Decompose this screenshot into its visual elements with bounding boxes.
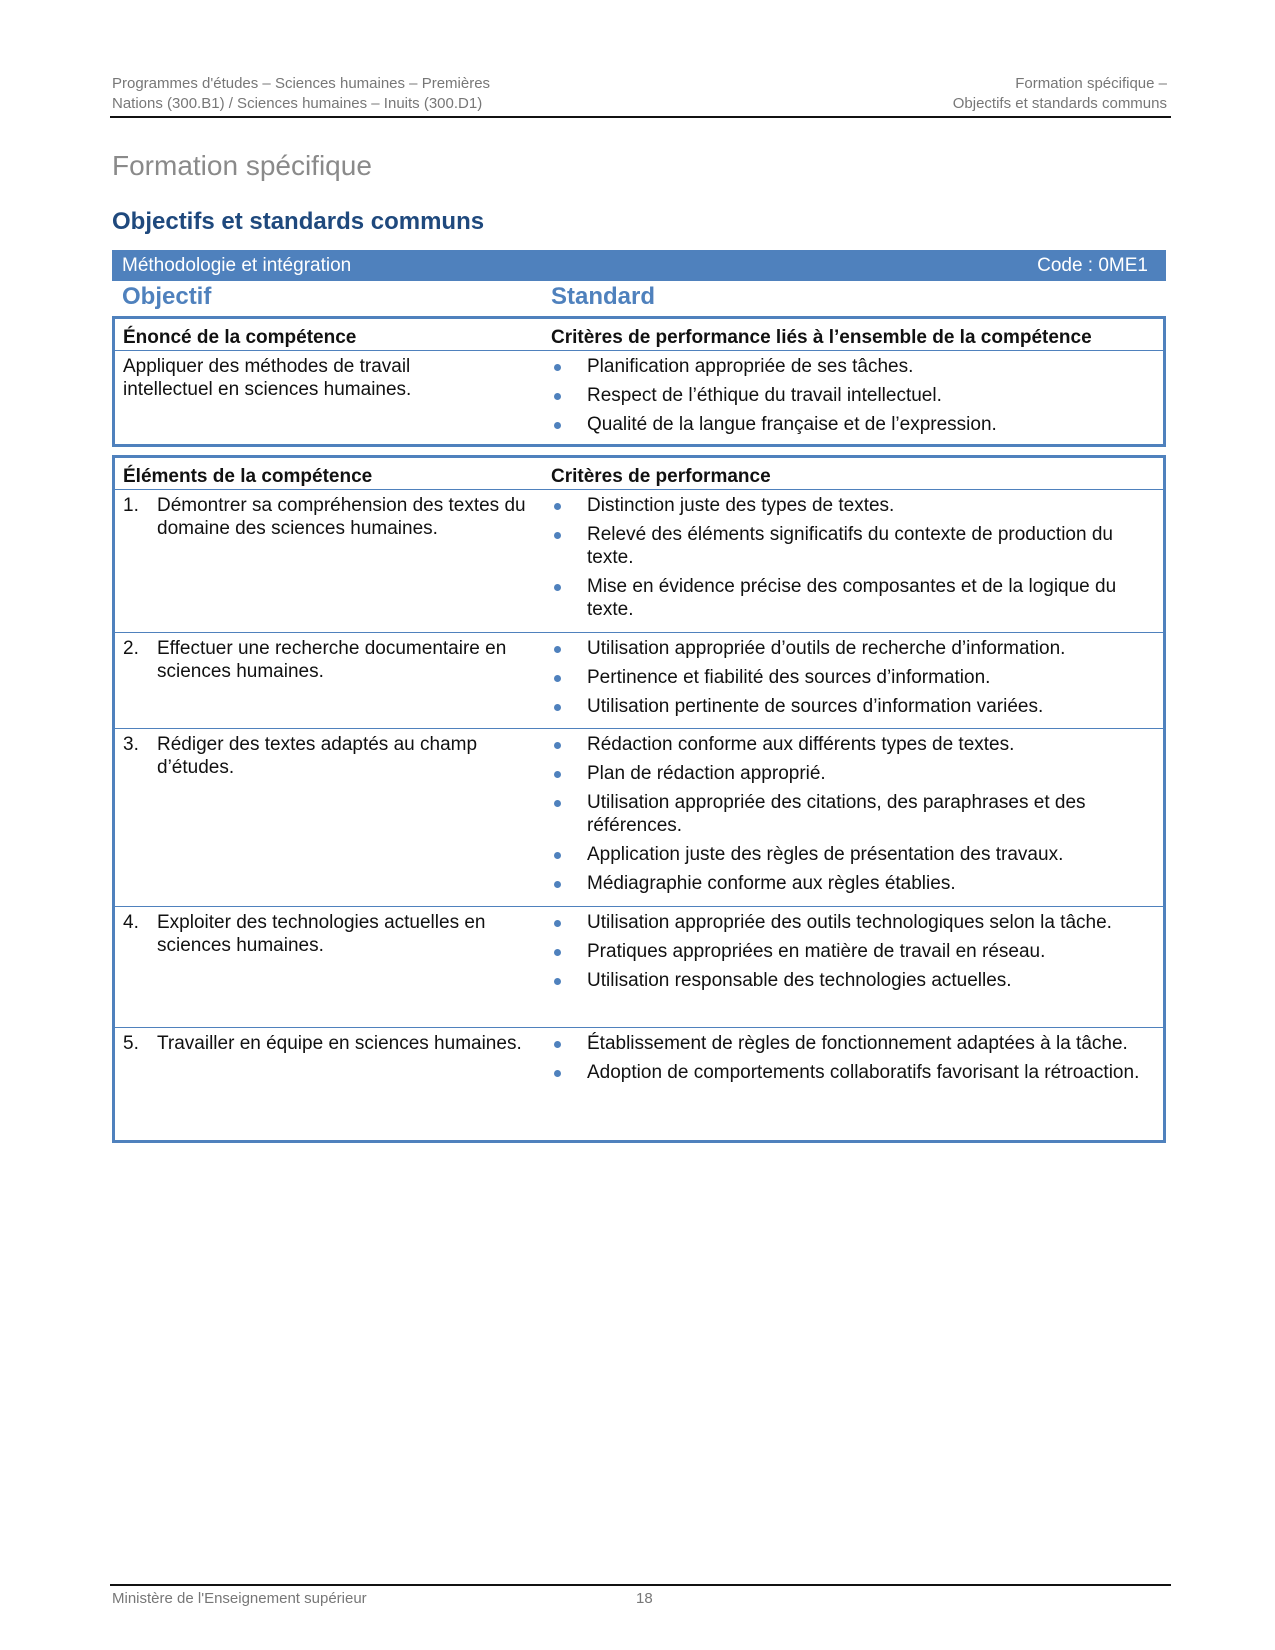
criterion-item [551,695,1155,718]
criterion-text: Application juste des règles de présentation des travaux. [587,844,1064,865]
header-rule [110,116,1171,118]
footer-text: Ministère de l'Enseignement supérieur [112,1590,367,1607]
bullet-icon [551,969,587,992]
criterion-text: Rédaction conforme aux différents types de textes. [587,734,1015,755]
criterion-text: Utilisation responsable des technologies actuelles. [587,970,1012,991]
criterion-text: Adoption de comportements collaboratifs favorisant la rétroaction. [587,1062,1140,1083]
bullet-icon [551,911,587,934]
bullet-icon [551,791,587,837]
enonce-text: Appliquer des méthodes de travail intellectuel en sciences humaines. [123,356,412,400]
page-title: Formation spécifique [112,150,372,181]
bullet-icon [551,575,587,621]
element-item [123,1032,535,1055]
criterion-item [551,637,1155,660]
running-header-right [953,74,1167,114]
bullet-icon [551,1032,587,1055]
criterion-text: Distinction juste des types de textes. [587,495,895,516]
table-row [115,489,1163,632]
table-row [115,1027,1163,1139]
criterion-text: Respect de l’éthique du travail intellectuel. [587,385,942,406]
criteria-list [551,911,1155,992]
criterion-item [551,911,1155,934]
criterion-item [551,940,1155,963]
element-item [123,733,535,779]
header-line: Nations (300.B1) / Sciences humaines – Inuits (300.D1) [112,95,483,112]
bullet-icon [551,523,587,569]
criterion-text: Pratiques appropriées en matière de travail en réseau. [587,941,1046,962]
table-row [115,632,1163,728]
header-cell: Critères de performance liés à l’ensemble de la compétence [551,327,1092,348]
criterion-item [551,843,1155,866]
element-number: 1. [123,495,139,516]
criterion-item [551,575,1155,621]
criteria-list [551,355,1155,436]
element-text: Rédiger des textes adaptés au champ d’études. [157,734,478,778]
criterion-item [551,413,1155,436]
criterion-item [551,666,1155,689]
footer-rule [110,1584,1171,1586]
element-text: Travailler en équipe en sciences humaines. [157,1033,522,1054]
bullet-icon [551,940,587,963]
bullet-icon [551,695,587,718]
standard-label: Standard [551,283,656,310]
header-cell: Éléments de la compétence [123,466,373,487]
table-header [115,458,1163,489]
course-name: Méthodologie et intégration [122,254,352,276]
element-item [123,911,535,957]
running-header-left [112,74,490,114]
elements-table [112,455,1166,1143]
page-number: 18 [636,1590,653,1607]
header-cell: Énoncé de la compétence [123,327,357,348]
element-number: 3. [123,734,139,755]
criterion-text: Pertinence et fiabilité des sources d’information. [587,667,991,688]
bullet-icon [551,733,587,756]
criterion-text: Plan de rédaction approprié. [587,763,826,784]
criterion-text: Relevé des éléments significatifs du contexte de production du texte. [587,524,1113,568]
criterion-item [551,523,1155,569]
criterion-text: Planification appropriée de ses tâches. [587,356,914,377]
criterion-item [551,791,1155,837]
bullet-icon [551,666,587,689]
element-item [123,637,535,683]
criterion-text: Établissement de règles de fonctionnement adaptées à la tâche. [587,1033,1128,1054]
element-item [123,494,535,540]
objectif-label: Objectif [122,283,212,310]
section-title: Objectifs et standards communs [112,208,485,235]
criterion-text: Mise en évidence précise des composantes et de la logique du texte. [587,576,1117,620]
criterion-item [551,494,1155,517]
table-row [115,728,1163,906]
element-text: Exploiter des technologies actuelles en sciences humaines. [157,912,486,956]
criterion-item [551,733,1155,756]
bullet-icon [551,355,587,378]
criteria-list [551,733,1155,895]
element-number: 2. [123,638,139,659]
bullet-icon [551,872,587,895]
element-number: 5. [123,1033,139,1054]
element-number: 4. [123,912,139,933]
element-text: Démontrer sa compréhension des textes du domaine des sciences humaines. [157,495,526,539]
header-line: Objectifs et standards communs [952,95,1167,112]
criterion-text: Utilisation appropriée des citations, des paraphrases et des références. [587,792,1086,836]
bullet-icon [551,637,587,660]
table-row [115,350,1163,446]
table-row [115,906,1163,1027]
criterion-item [551,1032,1155,1055]
bullet-icon [551,413,587,436]
criterion-text: Utilisation pertinente de sources d’information variées. [587,696,1044,717]
criteria-list [551,637,1155,718]
criterion-item [551,762,1155,785]
header-line: Formation spécifique – [1015,75,1167,92]
bullet-icon [551,494,587,517]
criterion-item [551,1061,1155,1084]
criterion-item [551,969,1155,992]
element-text: Effectuer une recherche documentaire en sciences humaines. [157,638,507,682]
bullet-icon [551,762,587,785]
bullet-icon [551,1061,587,1084]
bullet-icon [551,384,587,407]
header-line: Programmes d'études – Sciences humaines – Premières [112,75,491,92]
criterion-text: Médiagraphie conforme aux règles établies. [587,873,956,894]
criterion-text: Utilisation appropriée des outils technologiques selon la tâche. [587,912,1112,933]
competence-table [112,316,1166,447]
criterion-item [551,384,1155,407]
criterion-item [551,355,1155,378]
criteria-list [551,494,1155,621]
bullet-icon [551,843,587,866]
course-code: Code : 0ME1 [1037,254,1148,276]
table-header [115,319,1163,350]
criteria-list [551,1032,1155,1084]
criterion-item [551,872,1155,895]
criterion-text: Utilisation appropriée d’outils de recherche d’information. [587,638,1066,659]
course-bar [112,250,1166,281]
criterion-text: Qualité de la langue française et de l’expression. [587,414,997,435]
header-cell: Critères de performance [551,466,771,487]
